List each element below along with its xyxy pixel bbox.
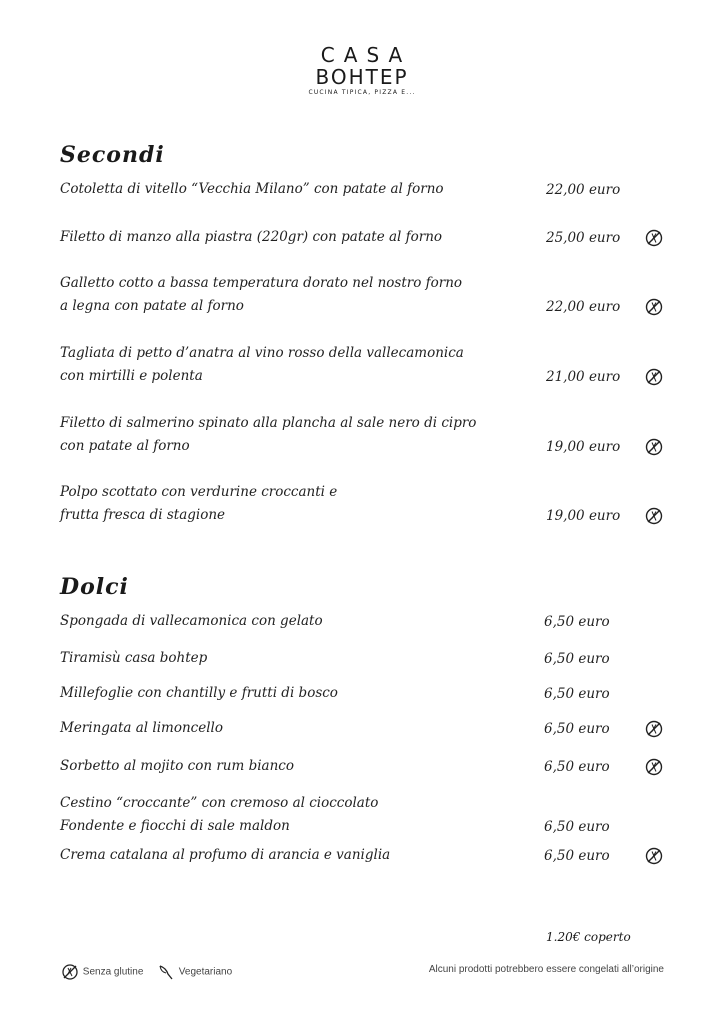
section-title-secondi: Secondi [60,142,165,168]
dolci-item-price: 6,50 euro [544,819,610,835]
dolci-item-price: 6,50 euro [544,651,610,667]
dolci-item-line: Cestino “croccante” con cremoso al cioccolato [60,795,379,811]
logo-tagline: CUCINA TIPICA, PIZZA E... [308,89,416,96]
gluten-free-icon [644,228,664,248]
secondi-item-line: Filetto di salmerino spinato alla plancha al sale nero di cipro [60,415,477,431]
gluten-free-icon [644,367,664,387]
gluten-free-icon [644,757,664,777]
secondi-item-line: con patate al forno [60,438,190,454]
dolci-item-line: Sorbetto al mojito con rum bianco [60,758,294,774]
secondi-item-line: Galletto cotto a bassa temperatura dorato nel nostro forno [60,275,463,291]
secondi-item-line: Polpo scottato con verdurine croccanti e [60,484,338,500]
vegetarian-icon [156,967,179,978]
frozen-products-note: Alcuni prodotti potrebbero essere congelati all’origine [428,964,664,975]
gluten-free-icon [644,719,664,739]
gluten-free-icon [644,506,664,526]
dolci-item [60,755,294,778]
dolci-item-price: 6,50 euro [544,759,610,775]
dolci-item [60,717,223,740]
gluten-free-icon [644,846,664,866]
logo [300,44,424,100]
gluten-free-icon [60,967,83,978]
dolci-item-line: Millefoglie con chantilly e frutti di bosco [60,685,338,701]
secondi-item-price: 21,00 euro [546,369,621,385]
coperto-note: 1.20€ coperto [546,930,631,944]
secondi-item [60,412,476,458]
secondi-item [60,342,464,388]
dolci-item [60,844,390,867]
gluten-free-icon [644,437,664,457]
dolci-item-line: Spongada di vallecamonica con gelato [60,613,323,629]
secondi-item-line: a legna con patate al forno [60,298,244,314]
legend-vegetarian-label: Vegetariano [178,966,233,978]
dolci-item-price: 6,50 euro [544,848,610,864]
secondi-item-line: Filetto di manzo alla piastra (220gr) con patate al forno [60,229,443,245]
dolci-item-price: 6,50 euro [544,686,610,702]
logo-line-1: CASA [320,43,412,67]
legend-gluten-free [60,962,143,982]
gluten-free-icon [644,297,664,317]
dolci-item-line: Fondente e fiocchi di sale maldon [60,818,290,834]
secondi-item-price: 25,00 euro [546,230,621,246]
secondi-item-line: Cotoletta di vitello “Vecchia Milano” con patate al forno [60,181,444,197]
secondi-item-line: Tagliata di petto d’anatra al vino rosso della vallecamonica [60,345,464,361]
secondi-item [60,226,442,249]
legend-vegetarian [156,962,232,982]
dolci-item [60,610,323,633]
secondi-item-price: 19,00 euro [546,508,621,524]
dolci-item-line: Tiramisù casa bohtep [60,650,208,666]
secondi-item-line: con mirtilli e polenta [60,368,203,384]
secondi-item [60,481,337,527]
dolci-item-price: 6,50 euro [544,721,610,737]
secondi-item [60,178,444,201]
dolci-item [60,682,338,705]
dolci-item-line: Meringata al limoncello [60,720,223,736]
dolci-item-line: Crema catalana al profumo di arancia e vaniglia [60,847,391,863]
logo-line-2: BOHTEP [315,65,409,89]
dolci-item [60,647,207,670]
section-title-dolci: Dolci [60,574,129,600]
legend-gluten-free-label: Senza glutine [82,966,144,978]
dolci-item [60,792,378,838]
secondi-item-line: frutta fresca di stagione [60,507,226,523]
secondi-item-price: 19,00 euro [546,439,621,455]
secondi-item [60,272,462,318]
secondi-item-price: 22,00 euro [546,299,621,315]
secondi-item-price: 22,00 euro [546,182,621,198]
dolci-item-price: 6,50 euro [544,614,610,630]
